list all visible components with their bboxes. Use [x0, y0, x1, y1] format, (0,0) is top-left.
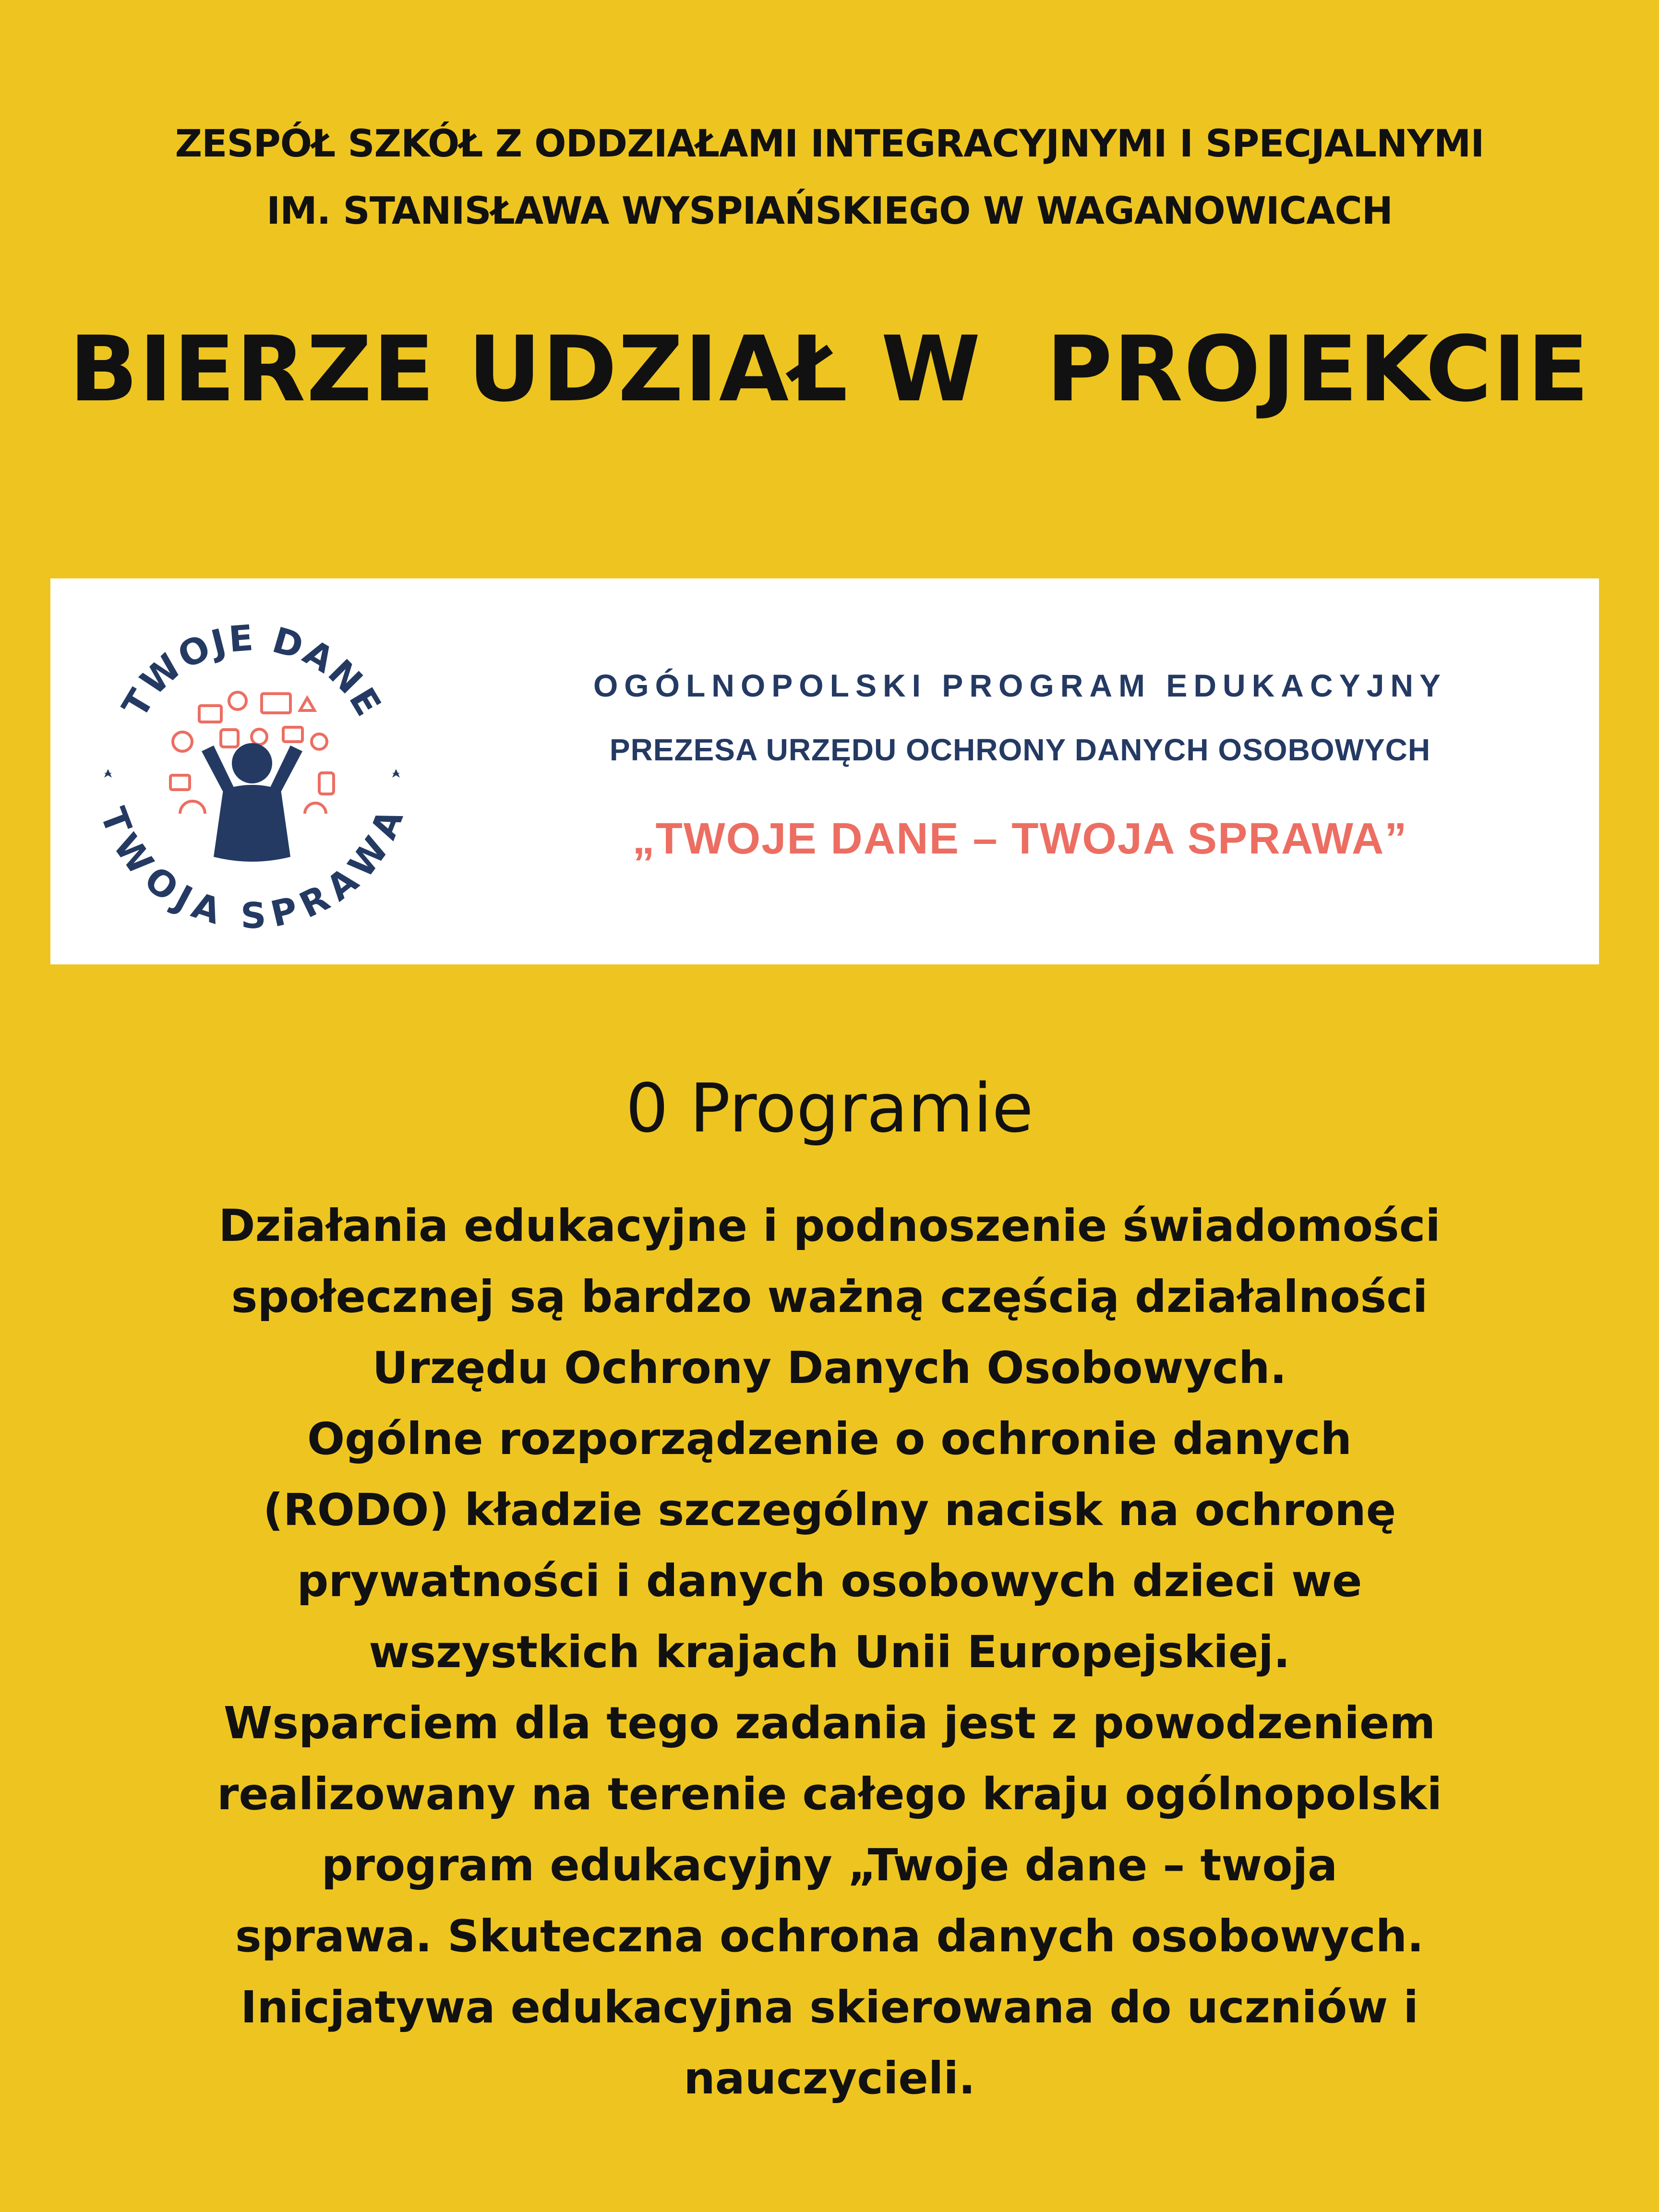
program-name: „TWOJE DANE – TWOJA SPRAWA” [632, 814, 1408, 863]
description-line: prywatności i danych osobowych dzieci we [297, 1555, 1362, 1607]
program-description [0, 1190, 1659, 2114]
main-title: BIERZE UDZIAŁ W PROJEKCIE [69, 317, 1590, 422]
program-line-2: PREZESA URZĘDU OCHRONY DANYCH OSOBOWYCH [609, 733, 1431, 767]
description-line: realizowany na terenie całego kraju ogólnopolski [217, 1768, 1442, 1820]
description-line: Ogólne rozporządzenie o ochronie danych [307, 1413, 1352, 1465]
description-line: program edukacyjny „Twoje dane – twoja [321, 1839, 1338, 1891]
school-name-line-2: IM. STANISŁAWA WYSPIAŃSKIEGO W WAGANOWICACH [266, 190, 1393, 233]
program-banner [50, 578, 1599, 964]
description-line: nauczycieli. [684, 2053, 975, 2104]
description-line: sprawa. Skuteczna ochrona danych osobowych. [235, 1911, 1424, 1962]
description-line: Wsparciem dla tego zadania jest z powodzeniem [223, 1697, 1436, 1749]
description-line: wszystkich krajach Unii Europejskiej. [369, 1626, 1290, 1678]
description-line: Działania edukacyjne i podnoszenie świadomości [218, 1200, 1441, 1251]
school-name-line-1: ZESPÓŁ SZKÓŁ Z ODDZIAŁAMI INTEGRACYJNYMI I SPECJALNYMI [175, 122, 1484, 166]
twoje-dane-logo [79, 598, 425, 943]
school-name [0, 110, 1659, 245]
description-line: Urzędu Ochrony Danych Osobowych. [372, 1342, 1287, 1394]
logo-text-bottom: TWOJA SPRAWA [92, 802, 412, 937]
description-line: Inicjatywa edukacyjna skierowana do uczniów i [240, 1982, 1419, 2033]
program-line-1: OGÓLNOPOLSKI PROGRAM EDUKACYJNY [593, 668, 1447, 703]
description-line: społecznej są bardzo ważną częścią działalności [231, 1271, 1428, 1322]
child-figure-icon [202, 743, 302, 862]
svg-text:TWOJE DANE [114, 617, 390, 724]
banner-text [463, 578, 1577, 964]
logo-text-top: TWOJE DANE [114, 617, 390, 725]
section-title: 0 Programie [625, 1070, 1034, 1148]
description-line: (RODO) kładzie szczególny nacisk na ochronę [263, 1484, 1396, 1536]
